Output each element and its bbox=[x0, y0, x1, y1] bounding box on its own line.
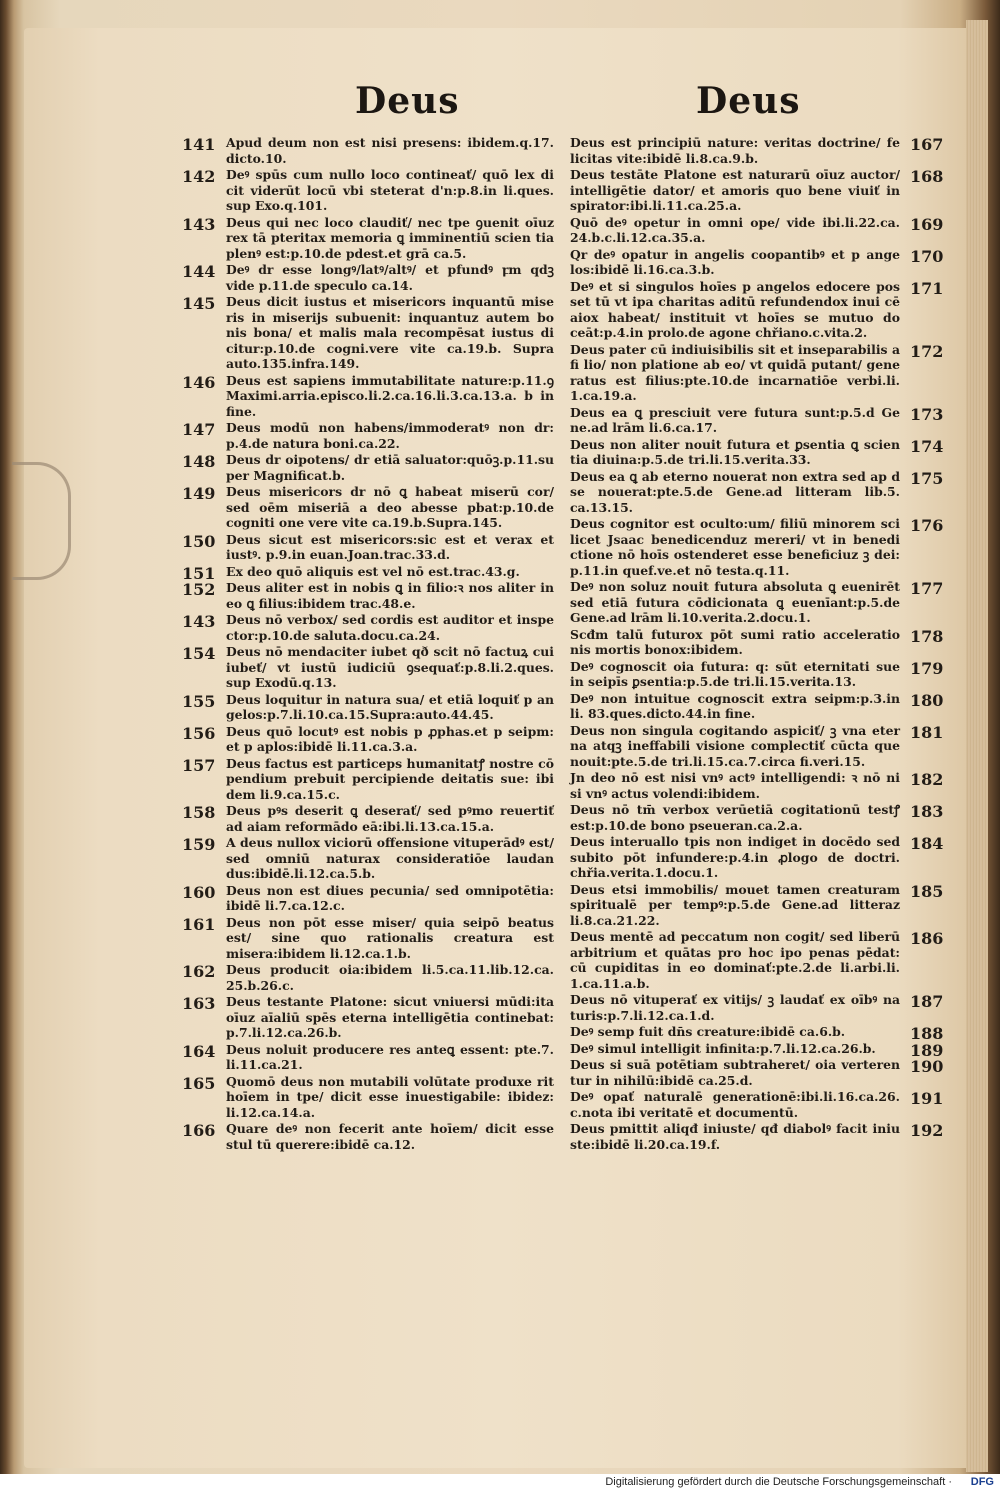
entry-number: 155 bbox=[182, 691, 216, 711]
entry-number: 147 bbox=[182, 420, 216, 439]
index-entry bbox=[570, 882, 950, 929]
entry-number: 164 bbox=[182, 1041, 216, 1061]
entry-number: 158 bbox=[182, 803, 216, 822]
index-entry bbox=[182, 835, 560, 882]
entry-text: Deꝰ simul intelligit infinita:p.7.li.12.ca.26.b. bbox=[570, 1040, 876, 1056]
entry-text: Deus qui nec loco claudiť/ nec tpe ꝯuenit oīuz rex tā pteritax memoria ꝗ imminentiū scien tia plenꝰ est:p.10.de pdest.et grā ca.5. bbox=[226, 214, 554, 261]
index-entry bbox=[570, 135, 950, 166]
entry-text: Deus testante Platone: sicut vniuersi mūdi:ita oīuz aīaliū spēs eterna intelligētia continebat: p.7.li.12.ca.26.b. bbox=[226, 994, 554, 1040]
index-entry bbox=[570, 1040, 950, 1060]
entry-number: 172 bbox=[910, 341, 944, 361]
index-entry bbox=[570, 279, 950, 341]
entry-number: 149 bbox=[182, 484, 216, 503]
entry-number: 181 bbox=[910, 722, 944, 742]
entry-number: 161 bbox=[182, 914, 216, 934]
entry-number: 166 bbox=[182, 1121, 216, 1140]
entry-number: 162 bbox=[182, 962, 216, 981]
index-entry bbox=[182, 1042, 560, 1073]
entry-text: Deus ea ꝗ presciuit vere futura sunt:p.5.d Ge ne.ad lrām li.6.ca.17. bbox=[570, 404, 900, 435]
entry-number: 169 bbox=[910, 214, 944, 234]
index-entry bbox=[570, 469, 950, 516]
entry-text: Deꝰ non soluz nouit futura absoluta ꝗ euenirēt sed etiā futura cōdicionata ꝗ euenīant:p.5.de Gene.ad lrām li.10.verita.2.docu.1. bbox=[570, 579, 900, 625]
index-entry bbox=[182, 1074, 560, 1121]
entry-number: 148 bbox=[182, 452, 216, 471]
index-entry bbox=[182, 756, 560, 803]
running-head-left: Deus bbox=[355, 80, 460, 122]
entry-text: Deus nō verbox/ sed cordis est auditor et inspe ctor:p.10.de saluta.docu.ca.24. bbox=[226, 612, 554, 643]
index-entry bbox=[570, 770, 950, 801]
entry-text: Apud deum non est nisi presens: ibidem.q.17. dicto.10. bbox=[226, 135, 554, 166]
entry-number: 156 bbox=[182, 723, 216, 743]
entry-number: 180 bbox=[910, 690, 944, 710]
entry-text: Deus sicut est misericors:sic est et verax et iustꝰ. p.9.in euan.Joan.trac.33.d. bbox=[226, 531, 554, 562]
entry-text: Deus aliter est in nobis ꝗ in filio:ꝛ nos aliter in eo ꝗ filius:ibidem trac.48.e. bbox=[226, 580, 554, 611]
entry-number: 186 bbox=[910, 929, 944, 948]
entry-text: Deꝰ et si singulos hoīes p angelos edocere pos set tū vt ipa charitas aditū refundendox inui cē aiox habeat/ instituit vt hoīes se mutuo do ceāt:p.4.in prolo.de agone chřiano.c.vita.2. bbox=[570, 278, 900, 340]
index-entry bbox=[182, 262, 560, 293]
index-entry bbox=[182, 167, 560, 214]
index-entry bbox=[182, 532, 560, 563]
entry-number: 175 bbox=[910, 468, 944, 488]
entry-text: Ex deo quō aliquis est vel nō est.trac.43.g. bbox=[226, 563, 520, 579]
entry-number: 174 bbox=[910, 436, 944, 456]
index-entry bbox=[182, 563, 560, 583]
entry-number: 143 bbox=[182, 612, 216, 631]
entry-text: Deus dr oipotens/ dr etiā saluator:quōꝫ.p.11.su per Magnificat.b. bbox=[226, 452, 554, 483]
entry-text: Jn deo nō est nisi vnꝰ actꝰ intelligendi: ꝛ nō ni si vnꝰ actus volendi:ibidem. bbox=[570, 770, 900, 801]
entry-number: 171 bbox=[910, 278, 944, 298]
page-edges bbox=[966, 20, 988, 1472]
left-column bbox=[182, 135, 560, 1153]
index-entry bbox=[182, 994, 560, 1041]
entry-text: Deus modū non habens/immoderatꝰ non dr: p.4.de natura boni.ca.22. bbox=[226, 420, 554, 451]
index-entry bbox=[570, 834, 950, 881]
index-entry bbox=[570, 1024, 950, 1043]
entry-number: 189 bbox=[910, 1040, 944, 1060]
index-entry bbox=[570, 247, 950, 278]
entry-text: Qr deꝰ opatur in angelis coopantibꝰ et p ange los:ibidē li.16.ca.3.b. bbox=[570, 246, 900, 277]
index-entry bbox=[182, 803, 560, 834]
entry-text: Deus non est diues pecunia/ sed omnipotētia: ibidē li.7.ca.12.c. bbox=[226, 882, 554, 913]
index-entry bbox=[570, 516, 950, 578]
entry-text: Deus etsi immobilis/ mouet tamen creaturam spiritualē per tempꝰ:p.5.de Gene.ad litteraz li.8.ca.21.22. bbox=[570, 881, 900, 928]
index-entry bbox=[570, 579, 950, 626]
entry-number: 167 bbox=[910, 135, 944, 154]
index-entry bbox=[182, 294, 560, 372]
entry-number: 187 bbox=[910, 992, 944, 1011]
index-entry bbox=[570, 342, 950, 404]
entry-text: Deus nō vituperať ex vitijs/ ꝫ laudať ex oībꝰ na turis:p.7.li.12.ca.1.d. bbox=[570, 992, 900, 1023]
entry-number: 157 bbox=[182, 755, 216, 775]
index-entry bbox=[570, 627, 950, 658]
entry-text: Deus non aliter nouit futura et ꝑsentia ꝗ scien tia diuina:p.5.de tri.li.15.verita.33. bbox=[570, 436, 900, 467]
entry-text: Deus si suā potētiam subtraheret/ oia verteren tur in nihilū:ibidē ca.25.d. bbox=[570, 1057, 900, 1088]
index-entry bbox=[182, 420, 560, 451]
index-entry bbox=[182, 612, 560, 643]
index-entry bbox=[182, 692, 560, 723]
index-entry bbox=[570, 167, 950, 214]
entry-number: 173 bbox=[910, 404, 944, 424]
entry-text: Deꝰ dr esse longꝰ/latꝰ/altꝰ/ et pfundꝰ ꝼm qdꝫ vide p.11.de speculo ca.14. bbox=[226, 262, 554, 293]
entry-number: 142 bbox=[182, 167, 216, 186]
index-entry bbox=[182, 373, 560, 420]
entry-number: 146 bbox=[182, 372, 216, 392]
index-entry bbox=[570, 1121, 950, 1152]
index-entry bbox=[182, 644, 560, 691]
index-entry bbox=[570, 659, 950, 690]
entry-text: Deꝰ semp fuit dn̄s creature:ibidē ca.6.b. bbox=[570, 1024, 846, 1039]
entry-text: Deus interuallo tpis non indiget in docēdo sed subito pōt infundere:p.4.in ꝓlogo de doctri. chřia.verita.1.docu.1. bbox=[570, 834, 900, 880]
entry-number: 165 bbox=[182, 1073, 216, 1093]
entry-text: Deus est sapiens immutabilitate nature:p.11.ꝯ Maximi.arria.episco.li.2.ca.16.li.3.ca.13.a. b in fine. bbox=[226, 372, 554, 419]
index-entry bbox=[182, 452, 560, 483]
entry-text: Deus non singula cogitando aspiciť/ ꝫ vna eter na atqꝫ ineffabili visione complectiť cūcta que nouit:pte.5.de tri.li.15.ca.7.circa fi.veri.15. bbox=[570, 722, 900, 769]
right-column bbox=[570, 135, 950, 1153]
entry-number: 170 bbox=[910, 246, 944, 266]
entry-text: Deus ea ꝗ ab eterno nouerat non extra sed ap d se nouerat:pte.5.de Gene.ad litteram lib.5. ca.13.15. bbox=[570, 468, 900, 515]
entry-number: 141 bbox=[182, 135, 216, 154]
index-entry bbox=[570, 929, 950, 991]
entry-number: 179 bbox=[910, 658, 944, 678]
entry-text: Deus producit oia:ibidem li.5.ca.11.lib.12.ca. 25.b.26.c. bbox=[226, 962, 554, 993]
entry-text: A deus nullox viciorū offensione vituperādꝰ est/ sed omniū naturax consideratiōe laudan dus:ibidē.li.12.ca.5.b. bbox=[226, 835, 554, 881]
index-entry bbox=[570, 1057, 950, 1088]
index-entry bbox=[182, 135, 560, 166]
index-entry bbox=[182, 484, 560, 531]
entry-text: Deus nō mendaciter iubet qð scit nō factuꝝ cui iubeť/ vt iustū iudiciū ꝯsequať:p.8.li.2.ques. sup Exodū.q.13. bbox=[226, 644, 554, 690]
entry-text: Deus pater cū indiuisibilis sit et inseparabilis a fi lio/ non platione ab eo/ vt quidā putant/ gene ratus est filius:pte.10.de incarnatiōe verbi.li. 1.ca.19.a. bbox=[570, 341, 900, 403]
entry-number: 159 bbox=[182, 835, 216, 854]
dfg-logo: DFG bbox=[970, 1476, 994, 1488]
index-entry bbox=[570, 437, 950, 468]
entry-number: 178 bbox=[910, 626, 944, 646]
entry-text: Scđm talū futurox pōt sumi ratio acceleratio nis mortis bonox:ibidem. bbox=[570, 626, 900, 657]
paper-clip-icon bbox=[12, 462, 71, 580]
running-head-right: Deus bbox=[696, 80, 801, 122]
index-entry bbox=[570, 1089, 950, 1120]
entry-text: Deus nō tm̄ verbox verūetiā cogitationū testꝭ est:p.10.de bono pseueran.ca.2.a. bbox=[570, 802, 900, 833]
index-entry bbox=[182, 915, 560, 962]
entry-text: Deꝰ non intuitue cognoscit extra seipm:p.3.in li. 83.ques.dicto.44.in fine. bbox=[570, 690, 900, 721]
funding-credit: Digitalisierung gefördert durch die Deutsche Forschungsgemeinschaft · bbox=[605, 1476, 952, 1488]
index-entry bbox=[570, 723, 950, 770]
entry-number: 183 bbox=[910, 802, 944, 821]
index-entry bbox=[182, 1121, 560, 1152]
entry-text: Deus noluit producere res anteꝗ essent: pte.7. li.11.ca.21. bbox=[226, 1041, 554, 1072]
entry-text: Quomō deus non mutabili volūtate produxe rit hoīem in tpe/ dicit esse inuestigabile: ibidez: li.12.ca.14.a. bbox=[226, 1073, 554, 1120]
entry-text: Deus dicit iustus et misericors inquantū mise ris in miserijs subuenit: inquantuz autem bo nis bona/ et malis mala recompēsat iustus di citur:p.10.de cogni.vere vite ca.19.b. Supra auto.135.infra.149. bbox=[226, 294, 554, 371]
entry-number: 154 bbox=[182, 644, 216, 663]
index-entry bbox=[182, 724, 560, 755]
entry-number: 144 bbox=[182, 262, 216, 281]
entry-number: 190 bbox=[910, 1057, 944, 1076]
entry-text: Deꝰ opať naturalē generationē:ibi.li.16.ca.26. c.nota ibi veritatē et documentū. bbox=[570, 1089, 900, 1120]
entry-number: 143 bbox=[182, 214, 216, 234]
entry-text: Deus cognitor est oculto:um/ filiū minorem sci licet Jsaac benedicenduz mereri/ vt in benedi ctione nō hoīs ostenderet esse beneficiuz ꝫ dei: p.11.in quef.ve.et nō testa.q.11. bbox=[570, 516, 900, 578]
footer-bar bbox=[0, 1474, 1000, 1492]
entry-number: 150 bbox=[182, 531, 216, 551]
entry-number: 168 bbox=[910, 167, 944, 186]
index-entry bbox=[570, 215, 950, 246]
index-entry bbox=[182, 962, 560, 993]
entry-text: Deus factus est particeps humanitatꝭ nostre cō pendium prebuit percipiende deitatis sue: ibi dem li.9.ca.15.c. bbox=[226, 755, 554, 802]
entry-number: 192 bbox=[910, 1121, 944, 1140]
index-entry bbox=[182, 580, 560, 611]
entry-text: Deus pꝰs deserit ꝗ deserať/ sed pꝰmo reuertiť ad aiam reformādo eā:ibi.li.13.ca.15.a. bbox=[226, 803, 554, 834]
entry-text: Deus est principiū nature: veritas doctrine/ fe licitas vite:ibidē li.8.ca.9.b. bbox=[570, 135, 900, 166]
entry-number: 160 bbox=[182, 882, 216, 902]
entry-text: Deꝰ spūs cum nullo loco contineať/ quō lex di cit viderūt locū vbi steterat d'n:p.8.in li.ques. sup Exo.q.101. bbox=[226, 167, 554, 213]
index-entry bbox=[570, 992, 950, 1023]
entry-text: Deus testāte Platone est naturarū oīuz auctor/ intelligētie dator/ et amoris quo bene viuiť in spirator:ibi.li.11.ca.25.a. bbox=[570, 167, 900, 213]
entry-text: Deꝰ cognoscit oia futura: q: sūt eternitati sue in seipīs ꝑsentia:p.5.de tri.li.15.verita.13. bbox=[570, 658, 900, 689]
entry-number: 182 bbox=[910, 770, 944, 789]
index-entry bbox=[570, 405, 950, 436]
entry-text: Deus pmittit aliqđ iniuste/ qđ diabolꝰ facit iniu ste:ibidē li.20.ca.19.f. bbox=[570, 1121, 900, 1152]
entry-text: Deus quō locutꝰ est nobis p ꝓphas.et p seipm: et p aplos:ibidē li.11.ca.3.a. bbox=[226, 723, 554, 754]
index-entry bbox=[570, 802, 950, 833]
index-entry bbox=[182, 215, 560, 262]
entry-number: 152 bbox=[182, 580, 216, 599]
entry-number: 191 bbox=[910, 1089, 944, 1108]
entry-number: 184 bbox=[910, 834, 944, 853]
entry-number: 151 bbox=[182, 563, 216, 583]
entry-number: 185 bbox=[910, 881, 944, 901]
entry-number: 145 bbox=[182, 294, 216, 313]
entry-number: 177 bbox=[910, 579, 944, 598]
entry-number: 188 bbox=[910, 1024, 944, 1043]
entry-number: 163 bbox=[182, 994, 216, 1013]
entry-text: Deus non pōt esse miser/ quia seipō beatus est/ sine quo rationalis creatura est misera:ibidem li.12.ca.1.b. bbox=[226, 914, 554, 961]
entry-number: 176 bbox=[910, 516, 944, 535]
index-entry bbox=[570, 691, 950, 722]
entry-text: Deus loquitur in natura sua/ et etiā loquiť p an gelos:p.7.li.10.ca.15.Supra:auto.44.45. bbox=[226, 691, 554, 722]
entry-text: Deus mentē ad peccatum non cogit/ sed liberū arbitrium et quātas pro hoc ipo penas pēdat: cū cupiditas in eo dominať:pte.2.de li.arbi.li. 1.ca.11.a.b. bbox=[570, 929, 900, 991]
entry-text: Quō deꝰ opetur in omni ope/ vide ibi.li.22.ca. 24.b.c.li.12.ca.35.a. bbox=[570, 214, 900, 245]
entry-text: Quare deꝰ non fecerit ante hoīem/ dicit esse stul tū querere:ibidē ca.12. bbox=[226, 1121, 554, 1152]
entry-text: Deus misericors dr nō ꝗ habeat miserū cor/ sed oēm miseriā a deo abesse pbat:p.10.de cogniti one vere vite ca.19.b.Supra.145. bbox=[226, 484, 554, 530]
index-entry bbox=[182, 883, 560, 914]
